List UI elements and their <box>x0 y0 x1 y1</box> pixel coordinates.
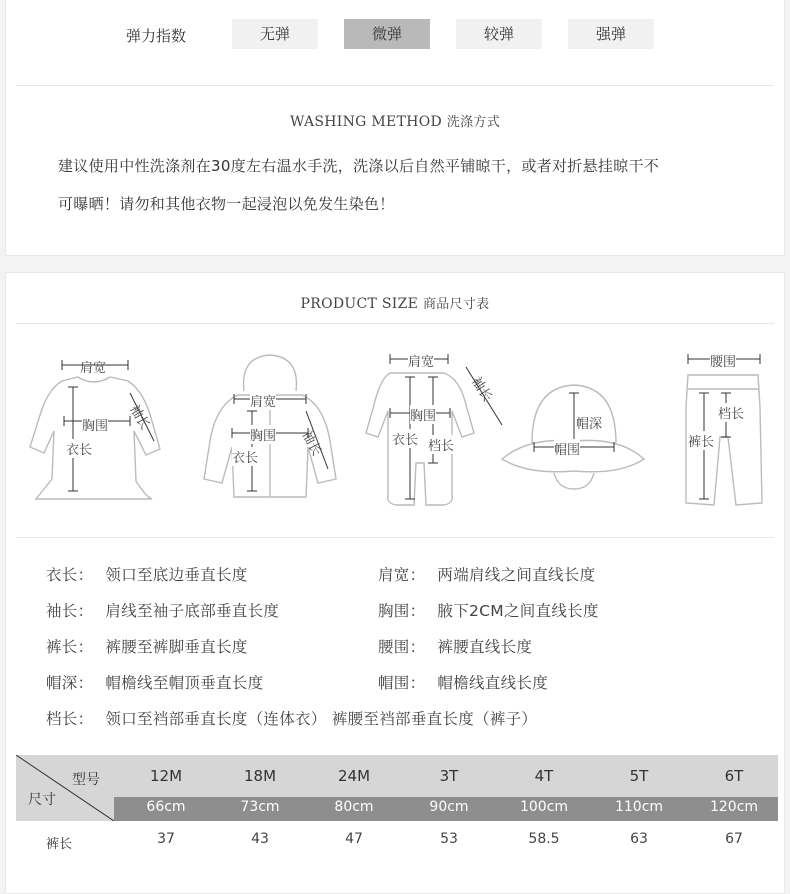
def-waist <box>378 635 532 657</box>
divider <box>16 537 774 538</box>
def-value: 肩线至袖子底部垂直长度 <box>105 602 280 620</box>
def-value: 帽檐线直线长度 <box>437 674 549 692</box>
dress-illustration <box>26 351 176 511</box>
def-pants-length <box>46 635 248 657</box>
elasticity-label: 弹力指数 <box>126 27 187 45</box>
pants-outline-icon <box>670 347 780 517</box>
table-cell: 67 <box>725 831 743 847</box>
def-hat-depth <box>46 671 263 693</box>
hat-illustration <box>498 373 648 493</box>
height-4t: 100cm <box>519 799 569 815</box>
size-18m: 18M <box>243 767 277 785</box>
def-value: 帽檐线至帽顶垂直长度 <box>105 674 264 692</box>
height-6t: 120cm <box>709 799 759 815</box>
table-cell: 37 <box>157 831 175 847</box>
care-card <box>5 0 785 256</box>
pants-waist-label: 腰围 <box>710 351 736 370</box>
def-key: 档长： <box>46 710 94 728</box>
washing-title-en: WASHING METHOD <box>290 114 443 130</box>
size-6t: 6T <box>724 767 744 785</box>
def-key: 腰围： <box>378 638 426 656</box>
def-key: 裤长： <box>46 638 94 656</box>
row-label-pants-length: 裤长 <box>46 837 73 852</box>
elasticity-option-slight: 微弹 <box>344 19 430 49</box>
washing-title <box>6 111 784 130</box>
def-shoulder <box>378 563 595 585</box>
def-hat-circ <box>378 671 548 693</box>
height-3t: 90cm <box>429 799 469 815</box>
def-key: 肩宽： <box>378 566 426 584</box>
size-3t: 3T <box>439 767 459 785</box>
size-card <box>5 272 785 894</box>
elasticity-option-strong: 强弹 <box>568 19 654 49</box>
elasticity-option-medium: 较弹 <box>456 19 542 49</box>
dress-length-label: 衣长 <box>66 439 92 458</box>
size-title-cn: 商品尺寸表 <box>422 297 490 312</box>
pants-length-label: 裤长 <box>688 431 714 450</box>
washing-line-2: 可曝晒！请勿和其他衣物一起浸泡以免发生染色！ <box>58 195 395 213</box>
def-chest <box>378 599 599 621</box>
jacket-sleeve-label: 袖长 <box>298 428 324 459</box>
hat-depth-label: 帽深 <box>576 413 602 432</box>
table-cell: 53 <box>440 831 458 847</box>
divider <box>16 323 774 324</box>
table-cell: 43 <box>251 831 269 847</box>
table-cell: 47 <box>345 831 363 847</box>
def-key: 袖长： <box>46 602 94 620</box>
height-5t: 110cm <box>614 799 664 815</box>
jacket-illustration <box>188 351 348 511</box>
dress-chest-label: 胸围 <box>82 415 108 434</box>
romper-sleeve-label: 袖长 <box>468 374 495 405</box>
corner-size-label: 型号 <box>72 772 100 788</box>
washing-title-cn: 洗涤方式 <box>446 115 500 130</box>
def-sleeve <box>46 599 279 621</box>
height-24m: 80cm <box>334 799 374 815</box>
romper-illustration <box>356 345 516 515</box>
def-value: 裤腰直线长度 <box>437 638 533 656</box>
table-cell: 58.5 <box>528 831 560 847</box>
romper-chest-label: 胸围 <box>410 405 436 424</box>
size-4t: 4T <box>534 767 554 785</box>
def-value: 领口至裆部垂直长度（连体衣） 裤腰至裆部垂直长度（裤子） <box>105 710 538 728</box>
height-18m: 73cm <box>240 799 280 815</box>
romper-crotch-label: 档长 <box>428 435 454 454</box>
romper-length-label: 衣长 <box>392 429 418 448</box>
hat-outline-icon <box>498 373 648 493</box>
romper-outline-icon <box>356 345 516 515</box>
pants-crotch-label: 档长 <box>718 403 744 422</box>
table-corner <box>16 755 114 821</box>
size-12m: 12M <box>149 767 183 785</box>
def-value: 领口至底边垂直长度 <box>105 566 248 584</box>
def-key: 帽围： <box>378 674 426 692</box>
pants-illustration <box>670 347 780 517</box>
size-5t: 5T <box>629 767 649 785</box>
corner-dimension-label: 尺寸 <box>28 792 56 808</box>
elasticity-option-none: 无弹 <box>232 19 318 49</box>
jacket-chest-label: 胸围 <box>250 425 276 444</box>
def-value: 腋下2CM之间直线长度 <box>437 602 599 620</box>
height-12m: 66cm <box>146 799 186 815</box>
jacket-length-label: 衣长 <box>232 447 258 466</box>
def-crotch <box>46 707 537 729</box>
washing-instructions <box>58 147 744 223</box>
size-24m: 24M <box>337 767 371 785</box>
dress-sleeve-label: 袖长 <box>126 402 153 433</box>
def-value: 两端肩线之间直线长度 <box>437 566 596 584</box>
def-key: 胸围： <box>378 602 426 620</box>
table-cell: 63 <box>630 831 648 847</box>
divider <box>16 85 774 86</box>
def-value: 裤腰至裤脚垂直长度 <box>105 638 248 656</box>
def-key: 衣长： <box>46 566 94 584</box>
def-key: 帽深： <box>46 674 94 692</box>
def-length <box>46 563 248 585</box>
romper-shoulder-label: 肩宽 <box>408 351 434 370</box>
washing-line-1: 建议使用中性洗涤剂在30度左右温水手洗，洗涤以后自然平铺晾干，或者对折悬挂晾干不 <box>58 157 660 175</box>
dress-shoulder-label: 肩宽 <box>80 361 107 376</box>
size-title <box>6 293 784 312</box>
jacket-shoulder-label: 肩宽 <box>250 391 276 410</box>
size-title-en: PRODUCT SIZE <box>300 296 419 312</box>
hat-circumference-label: 帽围 <box>554 439 580 458</box>
